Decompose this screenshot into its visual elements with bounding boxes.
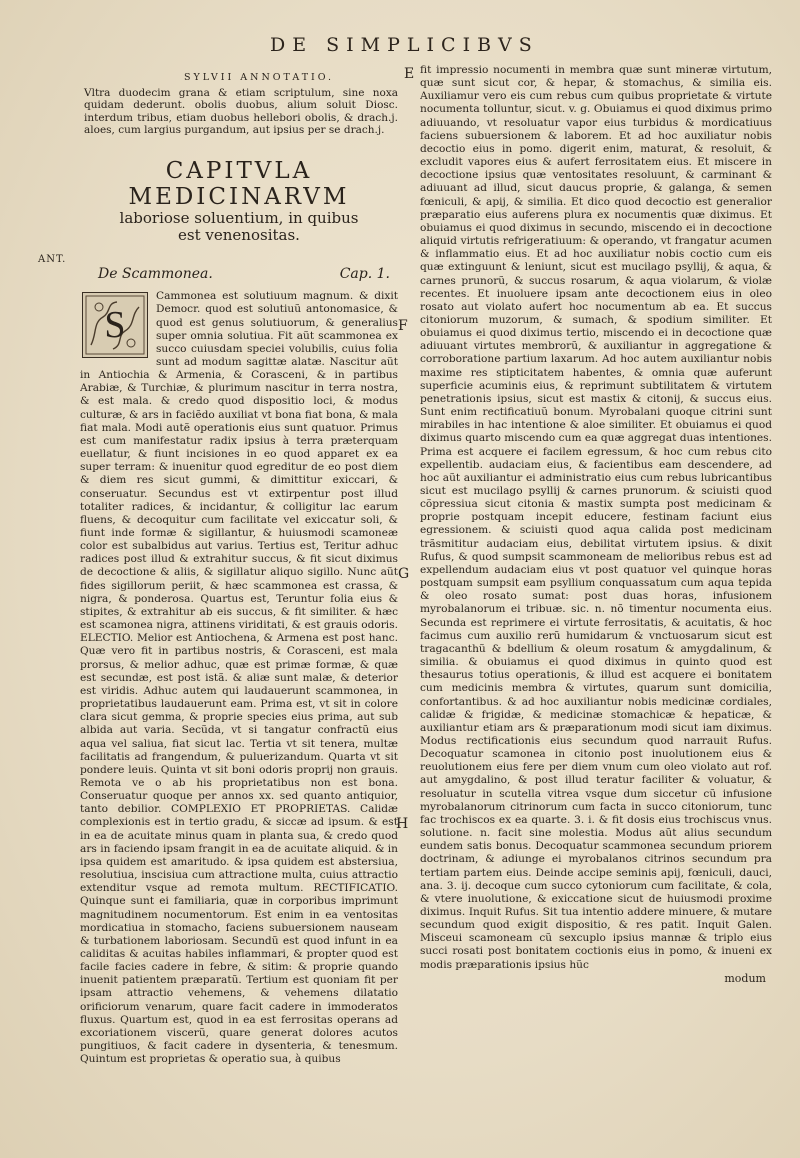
left-body xyxy=(80,290,398,1066)
left-column xyxy=(80,64,398,1139)
annotation-heading: SYLVII ANNOTATIO. xyxy=(183,72,335,83)
chapter-subtitle-line-1: laboriose soluentium, in quibus xyxy=(119,209,359,228)
initial-letter: S xyxy=(104,304,126,347)
decorated-initial-ornament xyxy=(83,293,147,357)
right-body-text: fit impressio nocumenti in membra quæ sunt mineræ virtutum, quæ sunt sicut cor, & hepar, & stomachus, & similia eis. Auxiliamur vero eis cum rebus cum quibus proprietate & virtute nocumenta tolluntur, sicut. v. g. Obuiamus ei quod diximus primo adiuuando, vt resoluatur vapor eius turbidus & mordicatiuus faciens subuersionem & laborem. Et ad hoc auxiliatur nobis decoctio eius in pomo. digerit enim, maturat, & resoluit, & excludit vapores eius & aufert ferrositatem eius. Et miscere in decoctione ipsius quæ ventositates resoluunt, & carminant & adiuuant ad illud, sicut daucus proprie, & galanga, & semen fœniculi, & apij, & similia. Et dico quod decoctio est generalior præparatio eius auferens plura ex nocumentis quæ diximus. Et obuiamus ei quod diximus in secundo, miscendo ei in decoctione aliquid virtutis refrigeratiuum: & operando, vt frangatur acumen & inflammatio eius. Et ad hoc auxiliatur nobis coctio cum eis quæ extinguunt & leniunt, sicut est mucilago psyllij, & aqua, & carnes prunorũ, & succus rosarum, & aqua violarum, & violæ recentes. Et inuoluere ipsam ante decoctionem eius in oleo rosato aut violato aufert hoc nocumentum ab ea. Et succus citoniorum muzorum, & sumach, & spodium similiter. Et obuiamus ei quod diximus tertio, miscendo ei in decoctione quæ adiuuant virtutes membrorũ, & auxiliantur in aggregatione & corroboratione partium laxarum. Ad hoc autem auxiliantur nobis maxime res stipticitatem habentes, & omnia quæ auferunt superficie acuminis eius, & reprimunt subtilitatem & virtutem penetrationis ipsius, sicut est mastix & citonij, & succus eius. Sunt enim rectificatiuũ bonum. Myrobalani quoque citrini sunt mirabiles in hac intentione & aloe similiter. Et obuiamus ei quod diximus quarto miscendo cum ea quæ aggregat duas intentiones. Prima est acquere ei facilem egressum, & hoc cum rebus cito expellentib. audaciam eius, & facientibus eam descendere, ad hoc aũt auxiliantur ei administratio eius cum rebus lubricantibus sicut est mucilago psyllij & carnes prunorum. & sciuisti quod cõpressiua sicut citonia & mastix sumpta post medicinam & proprie postquam incepit educere, festinam faciunt eius egressionem. & sciuisti quod aqua calida post medicinam trãsmititur audaciam eius, debilitat virtutem ipsius. & dixit Rufus, & quod sumpsit scammoneam de melioribus rebus est ad expellendum audaciam eius vt post quatuor vel quinque horas postquam sumpsit eam psyllium conquassatum cum aqua tepida & oleo rosato sumat: post duas horas, infusionem myrobalanorum ei tribuæ. sic. n. nõ timentur nocumenta eius. Secunda est reprimere ei virtute ferrositatis, & acuitatis, & hoc facimus cum auxilio rerũ humidarum & vnctuosarum sicut est tragacanthũ & bdellium & oleum rosatum & amygdalinum, & similia. & obuiamus ei quod diximus in quinto quod est thesaurus totius operationis, & illud est acquere ei bonitatem cum medicinis membra & virtutes, quarum sunt domicilia, confortantibus. & ad hoc auxiliantur nobis medicinæ cordiales, calidæ & frigidæ, & medicinæ stomachicæ & hepaticæ, & auxiliantur etiam ars & præparationum modi sicut iam diximus. Modus rectificationis eius secundum quod narrauit Rufus. Decoquatur scamonea in citonio post inuolutionem eius & reuolutionem eius fere per diem vnum cum oleo violato aut rof. aut amygdalino, & post illud teratur faciliter & voluatur, & resoluatur in scutella vitrea vsque dum siccetur cũ infusione myrobalanorum citrinorum cum facta in succo citoniorum, tunc fac trochiscos ex ea quarte. 3. i. & fit dosis eius trochiscus vnus. solutione. n. facit sine molestia. Modus aũt alius secundum eundem satis bonus. Decoquatur scammonea secundum priorem doctrinam, & adiunge ei myrobalanos citrinos secundum pra tertiam partem eius. Deinde accipe seminis apij, fœniculi, dauci, ana. 3. ij. decoque cum succo cytoniorum cum facilitate, & cola, & vtere inuolutione, & exiccatione sicut de huiusmodi proxime diximus. Inquit Rufus. Sit tua intentio addere minuere, & mutare secundum quod exigit dispositio, & res patit. Inquit Galen. Misceui scamoneam cũ sexcuplo ipsius mannæ & triplo eius succi rosati post bonitatem coctionis eius in pomo, & inueni ex modis præparationis ipsius hũc xyxy=(420,64,772,971)
chapter-subtitle-line-2: est venenositas. xyxy=(178,226,300,245)
margin-letter-h: H xyxy=(396,816,409,832)
decorated-initial xyxy=(82,292,148,358)
margin-label-ant: ANT. xyxy=(38,254,67,265)
annotation-text: Vltra duodecim grana & etiam scriptulum, sine noxa quidam dederunt. obolis duobus, alium soluit Diosc. interdum tribus, etiam duobus hellebori obolis, & drach.j. aloes, cum largius purgandum, aut ipsius per se drach.j. xyxy=(84,87,398,136)
running-head: DE SIMPLICIBVS xyxy=(270,34,539,56)
margin-letter-f: F xyxy=(398,318,408,334)
chapter-title: CAPITVLA MEDICINARVM xyxy=(128,158,350,211)
catchword: modum xyxy=(724,971,766,985)
margin-letter-g: G xyxy=(398,566,410,582)
left-body-text: Cammonea est solutiuum magnum. & dixit Democr. quod est solutiuũ antonomasice, & quod est genus solutiuorum, & generalius super omnia solutiua. Fit aũt scammonea ex succo cuiusdam speciei volubilis, cuius folia sunt ad modum sagittæ alatæ. Nascitur aũt in Antiochia & Armenia, & Corasceni, & in partibus Arabiæ, & Turchiæ, & plurimum nascitur in terra nostra, & est mala. & credo quod dispositio loci, & modus culturæ, & ars in faciẽdo auxiliat vt bona fiat bona, & mala fiat mala. Modi autẽ operationis eius sunt quatuor. Primus est cum manifestatur radix ipsius à terra præterquam euellatur, & fiunt incisiones in eo quod apparet ex ea super terram: & inuenitur quod egreditur de eo post diem & diem res sicut gummi, & dimittitur exiccari, & conseruatur. Secundus est vt extirpentur post illud totaliter radices, & incidantur, & colligitur lac earum fluens, & decoquitur cum facilitate vel exiccatur soli, & fiunt inde formæ & sigillantur, & huiusmodi scamoneæ color est subalbidus aut varius. Tertius est, Teritur adhuc radices post illud & extrahitur succus, & fit sicut diximus de decoctione & aliis, & sigillatur aliquo sigillo. Nunc aũt fides sigillorum periit, & hæc scammonea est crassa, & nigra, & ponderosa. Quartus est, Teruntur folia eius & stipites, & extrahitur ab eis succus, & fit similiter. & hæc est scamonea nigra, attinens viriditati, & est grauis odoris. ELECTIO. Melior est Antiochena, & Armena est post hanc. Quæ vero fit in partibus nostris, & Corasceni, est mala prorsus, & melior adhuc, quæ est primæ formæ, & quæ est secundæ, est post istã. & aliæ sunt malæ, & deterior est viridis. Adhuc autem qui laudauerunt scammonea, in proprietatibus laudauerunt eam. Prima est, vt sit in colore clara sicut gemma, & proprie species eius prima, aut sub albida aut varia. Secũda, vt si tangatur confractũ eius aqua vel saliua, fiat sicut lac. Tertia vt sit tenera, multæ facilitatis ad frangendum, & puluerizandum. Quarta vt sit pondere leuis. Quinta vt sit boni odoris proprij non grauis. Remota ve o ab his proprietatibus non est bona. Conseruatur quoque per annos xx. sed quanto antiquior, tanto debilior. COMPLEXIO ET PROPRIETAS. Calidæ complexionis est in tertio gradu, & siccæ ad ipsum. & est in ea de acuitate minus quam in planta sua, & credo quod ars in faciendo ipsam frangit in ea de acuitate aliquid. & in ipsa quidem est amaritudo. & ipsa quidem est abstersiua, resolutiua, inscisiua cum attractione multa, cuius attractio extenditur vsque ad remota multum. RECTIFICATIO. Quinque sunt ei familiaria, quæ in corporibus imprimunt magnitudinem nocumentorum. Est enim in ea ventositas mordicatiua in stomacho, faciens subuersionem nauseam & turbationem laboriosam. Secundũ est quod infunt in ea caliditas & acuitas habiles inflammari, & propter quod est facile facies cadere in febre, & sitim: & proprie quando inuenit patientem præparatũ. Tertium est quoniam fit per ipsam attractio vehemens, & vehemens dilatatio orificiorum venarum, quare facit cadere in immoderatos fluxus. Quartum est, quod in ea est ferrositas operans ad excoriationem viscerũ, quare generat dolores acutos pungitiuos, & facit cadere in dysenteria, & tenesmum. Quintum est proprietas & operatio sua, à quibus xyxy=(80,290,398,1066)
section-chapter-number: Cap. 1. xyxy=(339,266,390,283)
margin-letter-e: E xyxy=(404,66,415,82)
section-heading xyxy=(98,266,390,282)
right-column xyxy=(420,64,772,1144)
section-name: De Scammonea. xyxy=(98,266,213,283)
